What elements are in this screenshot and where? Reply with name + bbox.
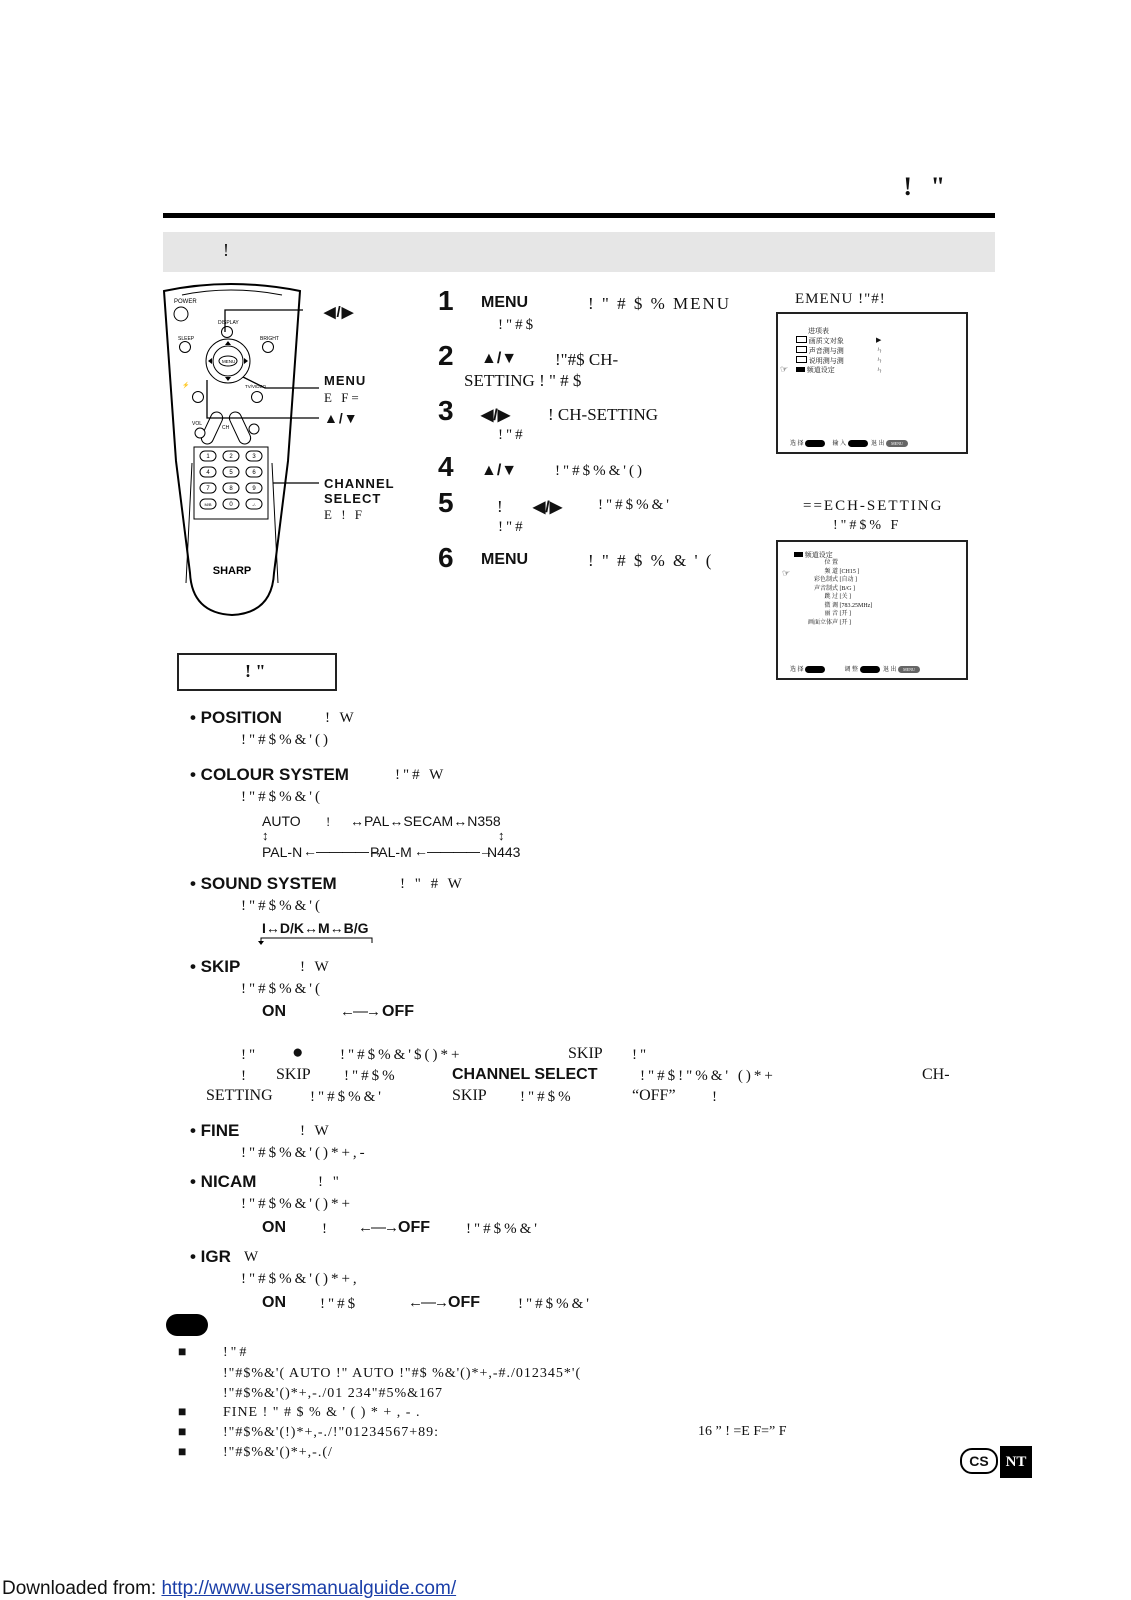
step-key: ◀/▶ (481, 407, 511, 424)
pointer-hand-icon: ☞ (782, 568, 791, 578)
item-skip-tail: ! W (300, 959, 332, 975)
loop-arrow-icon (258, 935, 378, 945)
callout-lr-label: ◀/▶ (324, 304, 355, 321)
sound-cycle: I↔D/K↔M↔B/G (262, 920, 369, 936)
skip-note: ! (712, 1089, 720, 1105)
settings-box (177, 653, 337, 691)
remote-key: 6 (252, 470, 256, 476)
step-text: !"# (498, 427, 526, 443)
skip-note-channel-select: CHANNEL SELECT (452, 1066, 598, 1083)
screen2-caption-sub: !"#$% F (833, 518, 902, 533)
item-sound-tail: ! " # W (400, 876, 465, 892)
colour-cycle-row1: ↔PAL↔SECAM↔N358 (350, 813, 501, 829)
step-key: MENU (481, 294, 529, 311)
screen1-row: 画质文对象 ▶ (796, 336, 844, 346)
screen2-caption: ==ECH-SETTING (803, 498, 944, 514)
skip-note: SKIP (276, 1066, 311, 1083)
item-sound-sub: !"#$%&'( (241, 898, 323, 914)
item-sound-label: • SOUND SYSTEM (190, 874, 337, 893)
screen1-bottom-bar: 选 择 输 入 退 出 MENU (790, 438, 960, 447)
updown-arrow-icon: ↕ (262, 828, 269, 843)
step-number: 4 (438, 451, 454, 482)
nicam-off: OFF (398, 1219, 430, 1236)
note-text: FINE ! " # $ % & ' ( ) * + , - . (223, 1405, 421, 1420)
toggle-arrow-icon: ←―→ (358, 1219, 397, 1236)
skip-note: SKIP (452, 1087, 487, 1104)
note-text: !"#$%&'( AUTO !" AUTO !"#$ %&'()*+,-#./012345*'( (223, 1366, 582, 1381)
skip-note: !"#$%&'$()*+ (340, 1047, 463, 1063)
item-fine-label: • FINE (190, 1121, 240, 1140)
callout-lines (185, 300, 325, 500)
skip-note: !" (241, 1047, 259, 1063)
step-number: 6 (438, 542, 454, 573)
igr-mid: !"#$ (320, 1296, 359, 1312)
skip-note: !"#$% (344, 1068, 398, 1084)
double-arrow-icon: ←――――→ (303, 843, 381, 859)
svg-text:⚡: ⚡ (182, 383, 190, 389)
remote-key: 2 (229, 454, 233, 460)
igr-off: OFF (448, 1294, 480, 1311)
item-fine-tail: ! W (300, 1123, 332, 1139)
step-key: MENU (481, 551, 529, 568)
colour-palm: PAL-M (370, 844, 412, 860)
step-number: 1 (438, 285, 454, 316)
step-pre: ! (497, 497, 503, 516)
note-bullet-icon: ■ (178, 1425, 187, 1440)
note-text: !"# (223, 1345, 250, 1360)
remote-brand-logo: SHARP (212, 565, 252, 577)
remote-key: -/- (252, 502, 256, 507)
skip-note: !"#$!"%&' ()*+ (640, 1068, 776, 1084)
step-text: !"#$%&' (598, 497, 672, 513)
remote-key: 7 (206, 486, 210, 492)
skip-off: OFF (382, 1003, 414, 1020)
skip-note: !"#$% (520, 1089, 574, 1105)
remote-tvvideo-label: TV/VIDEO (245, 384, 267, 389)
remote-key: 3 (252, 454, 256, 460)
note-text: 16 ” ! =E F=” F (698, 1424, 787, 1439)
skip-note: ! (241, 1068, 249, 1084)
item-position-tail: ! W (325, 710, 357, 726)
skip-on: ON (262, 1003, 286, 1020)
screen1-caption: EMENU !"#! (795, 291, 886, 307)
note-bullet-icon: ■ (178, 1345, 187, 1360)
item-fine-sub: !"#$%&'()*+,- (241, 1145, 368, 1161)
nt-badge: NT (1000, 1446, 1032, 1478)
item-nicam-tail: ! " (318, 1174, 342, 1190)
remote-sleep-label: SLEEP (178, 336, 195, 342)
step-number: 2 (438, 340, 454, 371)
dot-icon: ● (292, 1042, 304, 1063)
item-colour-label: • COLOUR SYSTEM (190, 765, 349, 784)
skip-note: !" (632, 1047, 650, 1063)
callout-menu-sub: E F= (324, 390, 362, 405)
item-colour-sub: !"#$%&'( (241, 789, 323, 805)
nicam-on: ON (262, 1219, 286, 1236)
item-nicam-sub: !"#$%&'()*+ (241, 1196, 353, 1212)
step-number: 3 (438, 395, 454, 426)
remote-key: 4 (206, 470, 210, 476)
item-position-sub: !"#$%&'() (241, 732, 331, 748)
nicam-after: !"#$%&' (466, 1221, 540, 1237)
item-colour-tail: !"# W (395, 767, 447, 783)
screen2-title: 频道设定 (794, 550, 833, 560)
step-key: ▲/▼ (481, 350, 518, 367)
screen1-row: 说明测与测 ㄣ (796, 356, 844, 366)
remote-key: 0 (229, 502, 233, 508)
footer-prefix: Downloaded from: (2, 1578, 162, 1599)
colour-auto: AUTO (262, 813, 301, 829)
header-rule (163, 213, 995, 218)
remote-menu-key: MENU (222, 359, 236, 364)
note-bullet-icon: ■ (178, 1405, 187, 1420)
remote-display-label: DISPLAY (218, 320, 239, 326)
item-igr-label: • IGR (190, 1247, 231, 1266)
callout-channel-label: CHANNEL (324, 476, 395, 491)
callout-select-label: SELECT (324, 491, 382, 506)
screen1-row: 声音测与测 ㄣ (796, 346, 844, 356)
note-badge (166, 1314, 208, 1336)
item-igr-sub: !"#$%&'()*+, (241, 1271, 360, 1287)
skip-note: “OFF” (632, 1087, 676, 1104)
double-arrow-icon: ←――――→ (414, 843, 492, 859)
igr-on: ON (262, 1294, 286, 1311)
step-text: !"#$ CH- (555, 350, 619, 369)
remote-power-label: POWER (174, 299, 197, 305)
nicam-mid: ! (322, 1221, 330, 1237)
colour-paln: PAL-N (262, 844, 303, 860)
step-key: ◀/▶ (533, 499, 563, 516)
screen1-menu-display (776, 312, 968, 454)
note-text: !"#$%&'(!)*+,-./!"01234567+89: (223, 1425, 440, 1440)
step-text: ! CH-SETTING (548, 405, 659, 424)
note-text: !"#$%&'()*+,-./01 234"#5%&167 (223, 1386, 443, 1401)
cs-badge: CS (960, 1448, 998, 1474)
colour-mark: ! (326, 814, 331, 829)
item-skip-sub: !"#$%&'( (241, 981, 323, 997)
remote-key: 1 (206, 454, 210, 460)
note-bullet-icon: ■ (178, 1445, 187, 1460)
screen2-ch-setting-display (776, 540, 968, 680)
settings-box-label: ! " (245, 661, 266, 681)
item-position-label: • POSITION (190, 708, 282, 727)
updown-arrow-icon: ↕ (498, 828, 505, 843)
step-text: ! " # $ % & ' ( (588, 551, 714, 570)
footer-link[interactable]: http://www.usersmanualguide.com/ (161, 1578, 457, 1599)
pointer-hand-icon: ☞ (780, 364, 789, 374)
step-text: SETTING ! " # $ (464, 371, 582, 390)
toggle-arrow-icon: ←―→ (340, 1003, 379, 1020)
step-number: 5 (438, 487, 454, 518)
page-title: ! " (903, 172, 951, 201)
callout-updown-label: ▲/▼ (324, 410, 359, 426)
step-key: ▲/▼ (481, 462, 518, 479)
screen2-rows: 位 置 频 道 [CH15 ] 彩色制式 [自动 ] 声音制式 [B/G ] 跳 过 [关 ] 微 调 [783.25MHz] 丽 音 [开 ] 画面立体声 [开 ] (808, 560, 873, 626)
step-text: !"# (498, 519, 526, 535)
igr-after: !"#$%&' (518, 1296, 592, 1312)
toggle-arrow-icon: ←―→ (408, 1294, 447, 1311)
step-text: !"#$ (498, 317, 537, 333)
remote-ch-label: CH (222, 425, 230, 431)
section-band (163, 232, 995, 272)
step-text: ! " # $ % MENU (588, 294, 732, 313)
remote-key: 9 (252, 486, 256, 492)
skip-note: CH- (922, 1066, 950, 1083)
note-text: !"#$%&'()*+,-.(/ (223, 1445, 333, 1460)
callout-chsel-sub: E ! F (324, 507, 365, 522)
remote-key: 5 (229, 470, 233, 476)
step-text: !"#$%&'() (555, 463, 645, 479)
remote-bright-label: BRIGHT (260, 336, 279, 342)
footer (2, 1578, 456, 1600)
item-skip-label: • SKIP (190, 957, 241, 976)
screen1-row: 频道设定 ㄣ (796, 366, 844, 375)
screen1-title: 进项表 (808, 327, 829, 335)
remote-key: 8 (229, 486, 233, 492)
skip-note: SKIP (568, 1045, 603, 1062)
colour-n443: N443 (487, 844, 521, 860)
item-igr-tail: W (244, 1249, 262, 1265)
skip-note: SETTING (206, 1087, 273, 1104)
item-nicam-label: • NICAM (190, 1172, 257, 1191)
remote-key: M/B (204, 502, 212, 507)
remote-vol-label: VOL (192, 421, 203, 427)
section-band-text: ! (223, 240, 229, 260)
callout-menu-label: MENU (324, 373, 367, 388)
screen2-bottom-bar: 选 择 调 整 退 出 MENU (790, 664, 960, 673)
skip-note: !"#$%&' (310, 1089, 384, 1105)
